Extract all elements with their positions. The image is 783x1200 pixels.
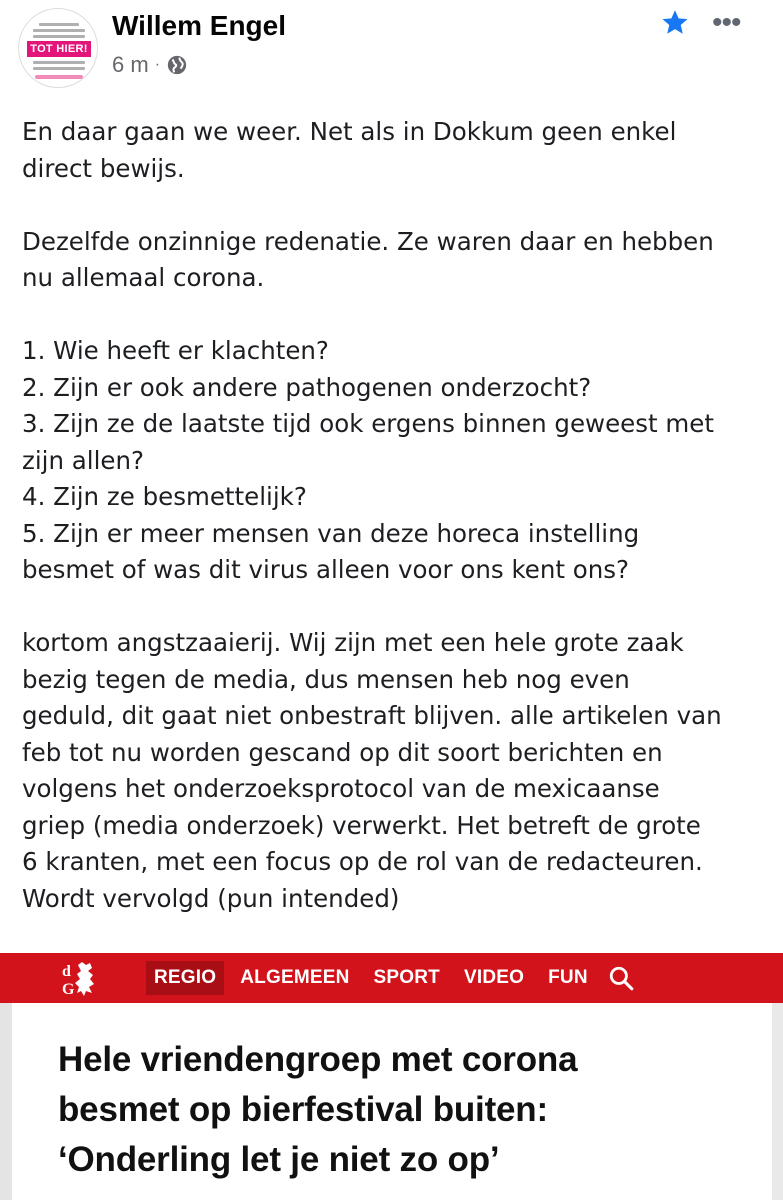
svg-text:G: G bbox=[62, 981, 75, 998]
post-line: En daar gaan we weer. Net als in Dokkum geen enkel bbox=[22, 117, 677, 146]
nav-item-sport[interactable]: SPORT bbox=[373, 967, 440, 988]
avatar[interactable] bbox=[18, 8, 98, 88]
post-header bbox=[0, 0, 783, 100]
post-line: geduld, dit gaat niet onbestraft blijven. alle artikelen van bbox=[22, 701, 722, 730]
headline-line: Hele vriendengroep met corona bbox=[58, 1040, 578, 1079]
globe-icon[interactable] bbox=[166, 54, 188, 76]
nav-item-video[interactable]: VIDEO bbox=[463, 967, 525, 988]
search-icon[interactable] bbox=[608, 965, 634, 991]
svg-text:d: d bbox=[62, 963, 71, 980]
post-line: 5. Zijn er meer mensen van deze horeca instelling bbox=[22, 518, 640, 548]
headline-line: ‘Onderling let je niet zo op’ bbox=[58, 1140, 500, 1179]
headline-line: besmet op bierfestival buiten: bbox=[58, 1090, 548, 1129]
nav-item-regio[interactable]: REGIO bbox=[146, 961, 224, 995]
post-line: 3. Zijn ze de laatste tijd ook ergens binnen geweest met bbox=[22, 409, 714, 438]
newspaper-logo-icon[interactable] bbox=[60, 959, 108, 999]
post-line: Dezelfde onzinnige redenatie. Ze waren daar en hebben bbox=[22, 226, 714, 256]
post-line: 2. Zijn er ook andere pathogenen onderzocht? bbox=[22, 372, 592, 402]
post-line: 4. Zijn ze besmettelijk? bbox=[22, 482, 307, 511]
news-left-margin bbox=[0, 1003, 12, 1200]
news-screenshot[interactable] bbox=[0, 953, 783, 1200]
post-line: volgens het onderzoeksprotocol van de mexicaanse bbox=[22, 774, 660, 803]
nav-item-fun[interactable]: FUN bbox=[548, 967, 588, 988]
avatar-text-line bbox=[33, 35, 85, 38]
post-line: direct bewijs. bbox=[22, 153, 185, 183]
avatar-accent bbox=[35, 75, 83, 79]
more-icon[interactable]: ••• bbox=[712, 6, 741, 39]
article-headline[interactable] bbox=[58, 1035, 758, 1185]
news-navbar bbox=[0, 953, 783, 1003]
avatar-text-line bbox=[39, 23, 79, 26]
post-line: zijn allen? bbox=[22, 445, 145, 475]
post-line: griep (media onderzoek) verwerkt. Het betreft de grote bbox=[22, 810, 701, 840]
news-right-margin bbox=[772, 1003, 783, 1200]
avatar-text-line bbox=[33, 61, 85, 64]
post-line: 1. Wie heeft er klachten? bbox=[22, 336, 329, 365]
news-nav bbox=[146, 961, 634, 995]
star-icon[interactable] bbox=[660, 8, 690, 38]
article-card[interactable] bbox=[12, 1003, 772, 1200]
avatar-badge: TOT HIER! bbox=[27, 41, 91, 57]
avatar-text-line bbox=[33, 67, 85, 70]
post-line: feb tot nu worden gescand op dit soort berichten en bbox=[22, 737, 663, 767]
nav-item-algemeen[interactable]: ALGEMEEN bbox=[240, 967, 350, 988]
meta-separator: · bbox=[154, 56, 161, 73]
post-line: kortom angstzaaierij. Wij zijn met een hele grote zaak bbox=[22, 628, 684, 657]
post-meta bbox=[112, 52, 188, 78]
post-line: bezig tegen de media, dus mensen heb nog even bbox=[22, 664, 630, 694]
post-line: Wordt vervolgd (pun intended) bbox=[22, 883, 400, 913]
author-name[interactable]: Willem Engel bbox=[112, 10, 287, 41]
post-line: besmet of was dit virus alleen voor ons kent ons? bbox=[22, 555, 630, 584]
post-line: 6 kranten, met een focus op de rol van de redacteuren. bbox=[22, 847, 703, 876]
post-line: nu allemaal corona. bbox=[22, 263, 265, 292]
post-body bbox=[22, 114, 770, 917]
post-time[interactable]: 6 m bbox=[112, 52, 149, 77]
avatar-text-line bbox=[33, 29, 85, 32]
